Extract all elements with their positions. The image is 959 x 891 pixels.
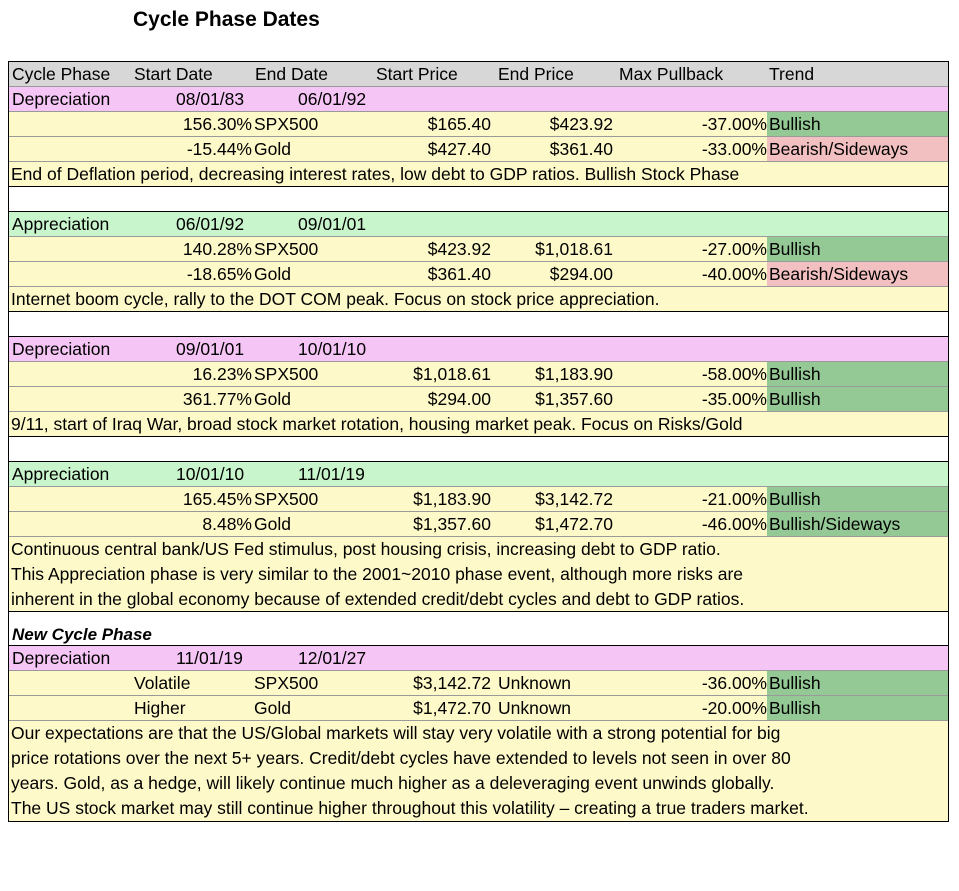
phase-note-text: Internet boom cycle, rally to the DOT COM peak. Focus on stock price appreciation. <box>11 289 660 309</box>
asset-end-price: $1,018.61 <box>535 239 613 259</box>
asset-end-price: $1,183.90 <box>535 364 613 384</box>
trend-cell: Bullish <box>767 487 948 511</box>
asset-percent-change: 165.45% <box>182 489 252 509</box>
trend-cell: Bullish <box>767 362 948 386</box>
asset-row <box>9 137 948 162</box>
asset-start-price: $1,357.60 <box>413 514 491 534</box>
trend-cell: Bullish <box>767 237 948 261</box>
cycle-phase-table <box>8 61 949 822</box>
phase-note-row <box>9 771 948 796</box>
trend-cell: Bullish <box>767 112 948 136</box>
new-phase-header-row <box>9 646 948 671</box>
asset-name: Gold <box>254 698 291 718</box>
phase-note-row <box>9 412 948 437</box>
asset-row <box>9 262 948 287</box>
asset-max-pullback: -33.00% <box>701 139 767 159</box>
phase-note-text: years. Gold, as a hedge, will likely continue much higher as a deleveraging event unwinds globally. <box>11 773 775 793</box>
trend-cell: Bearish/Sideways <box>767 137 948 161</box>
asset-start-price: $165.40 <box>427 114 491 134</box>
asset-end-price: $1,472.70 <box>535 514 613 534</box>
asset-outlook: Higher <box>134 698 186 718</box>
phase-end-date: 09/01/01 <box>298 214 367 234</box>
phase-spacer-row <box>9 187 948 212</box>
asset-max-pullback: -36.00% <box>701 673 767 693</box>
asset-percent-change: 156.30% <box>182 114 252 134</box>
phase-note-row <box>9 721 948 746</box>
header-start-date: Start Date <box>134 64 213 84</box>
header-end-price: End Price <box>498 64 574 84</box>
asset-end-price: $3,142.72 <box>535 489 613 509</box>
asset-end-price: $361.40 <box>549 139 613 159</box>
asset-start-price: $1,018.61 <box>413 364 491 384</box>
asset-end-price: $1,357.60 <box>535 389 613 409</box>
phase-note-row <box>9 587 948 612</box>
asset-name: Gold <box>254 139 291 159</box>
asset-max-pullback: -40.00% <box>701 264 767 284</box>
asset-end-price: Unknown <box>498 698 571 718</box>
asset-max-pullback: -27.00% <box>701 239 767 259</box>
phase-name: Appreciation <box>12 464 110 484</box>
phase-header-row <box>9 87 948 112</box>
phase-end-date: 06/01/92 <box>298 89 367 109</box>
asset-start-price: $3,142.72 <box>413 673 491 693</box>
phase-note-row <box>9 562 948 587</box>
phase-end-date: 11/01/19 <box>298 464 365 484</box>
asset-row <box>9 487 948 512</box>
phase-note-row <box>9 746 948 771</box>
asset-row <box>9 112 948 137</box>
asset-start-price: $1,183.90 <box>413 489 491 509</box>
asset-start-price: $294.00 <box>427 389 491 409</box>
phase-note-text: End of Deflation period, decreasing interest rates, low debt to GDP ratios. Bullish Stock Phase <box>11 164 740 184</box>
phase-note-row <box>9 537 948 562</box>
asset-start-price: $361.40 <box>427 264 491 284</box>
asset-percent-change: 16.23% <box>192 364 252 384</box>
trend-cell: Bullish <box>767 671 948 695</box>
asset-max-pullback: -35.00% <box>701 389 767 409</box>
asset-end-price: $423.92 <box>549 114 613 134</box>
phase-start-date: 11/01/19 <box>176 648 243 668</box>
asset-row <box>9 362 948 387</box>
header-end-date: End Date <box>255 64 328 84</box>
asset-start-price: $1,472.70 <box>413 698 491 718</box>
phase-note-row <box>9 287 948 312</box>
asset-max-pullback: -58.00% <box>701 364 767 384</box>
asset-end-price: Unknown <box>498 673 571 693</box>
asset-percent-change: -18.65% <box>186 264 252 284</box>
phase-start-date: 08/01/83 <box>176 89 245 109</box>
asset-start-price: $423.92 <box>427 239 491 259</box>
header-trend: Trend <box>769 64 815 84</box>
asset-name: Gold <box>254 514 291 534</box>
phase-note-text: The US stock market may still continue higher throughout this volatility – creating a true traders market. <box>11 798 809 818</box>
phase-spacer-row <box>9 312 948 337</box>
phase-note-row <box>9 796 948 821</box>
phase-note-text: price rotations over the next 5+ years. Credit/debt cycles have extended to levels not seen in over 80 <box>11 748 791 768</box>
phase-spacer-row <box>9 437 948 462</box>
asset-row <box>9 671 948 696</box>
asset-max-pullback: -20.00% <box>701 698 767 718</box>
asset-max-pullback: -37.00% <box>701 114 767 134</box>
new-cycle-label: New Cycle Phase <box>12 625 152 644</box>
trend-cell: Bullish <box>767 387 948 411</box>
phase-name: Appreciation <box>12 214 110 234</box>
asset-name: SPX500 <box>254 364 319 384</box>
phase-header-row <box>9 462 948 487</box>
phase-header-row <box>9 212 948 237</box>
asset-name: SPX500 <box>254 673 319 693</box>
trend-cell: Bearish/Sideways <box>767 262 948 286</box>
phase-start-date: 06/01/92 <box>176 214 245 234</box>
phase-end-date: 12/01/27 <box>298 648 367 668</box>
asset-row <box>9 387 948 412</box>
phase-name: Depreciation <box>12 339 111 359</box>
phase-name: Depreciation <box>12 648 111 668</box>
asset-name: SPX500 <box>254 114 319 134</box>
page-title: Cycle Phase Dates <box>133 8 320 31</box>
trend-cell: Bullish/Sideways <box>767 512 948 536</box>
phase-note-text: Continuous central bank/US Fed stimulus, post housing crisis, increasing debt to GDP ratio. <box>11 539 721 559</box>
phase-name: Depreciation <box>12 89 111 109</box>
asset-outlook: Volatile <box>134 673 191 693</box>
phase-note-text: Our expectations are that the US/Global markets will stay very volatile with a strong potential for big <box>11 723 781 743</box>
trend-cell: Bullish <box>767 696 948 720</box>
asset-name: Gold <box>254 389 291 409</box>
header-cycle-phase: Cycle Phase <box>12 64 111 84</box>
header-max-pullback: Max Pullback <box>619 64 724 84</box>
asset-percent-change: 8.48% <box>202 514 252 534</box>
header-start-price: Start Price <box>376 64 458 84</box>
phase-header-row <box>9 337 948 362</box>
asset-start-price: $427.40 <box>427 139 491 159</box>
new-cycle-section <box>9 612 948 646</box>
phase-start-date: 10/01/10 <box>176 464 245 484</box>
asset-name: SPX500 <box>254 239 319 259</box>
phase-note-text: inherent in the global economy because of extended credit/debt cycles and debt to GDP ratios. <box>11 589 745 609</box>
asset-name: Gold <box>254 264 291 284</box>
asset-percent-change: 140.28% <box>182 239 252 259</box>
asset-row <box>9 512 948 537</box>
asset-max-pullback: -46.00% <box>701 514 767 534</box>
phase-end-date: 10/01/10 <box>298 339 367 359</box>
phase-note-text: 9/11, start of Iraq War, broad stock market rotation, housing market peak. Focus on Risks/Gold <box>11 414 743 434</box>
asset-row <box>9 696 948 721</box>
phase-start-date: 09/01/01 <box>176 339 245 359</box>
asset-percent-change: -15.44% <box>186 139 252 159</box>
table-header-row <box>9 62 948 87</box>
asset-max-pullback: -21.00% <box>701 489 767 509</box>
asset-percent-change: 361.77% <box>182 389 252 409</box>
asset-end-price: $294.00 <box>549 264 613 284</box>
asset-name: SPX500 <box>254 489 319 509</box>
phase-note-text: This Appreciation phase is very similar to the 2001~2010 phase event, although more risks are <box>11 564 744 584</box>
asset-row <box>9 237 948 262</box>
phase-note-row <box>9 162 948 187</box>
